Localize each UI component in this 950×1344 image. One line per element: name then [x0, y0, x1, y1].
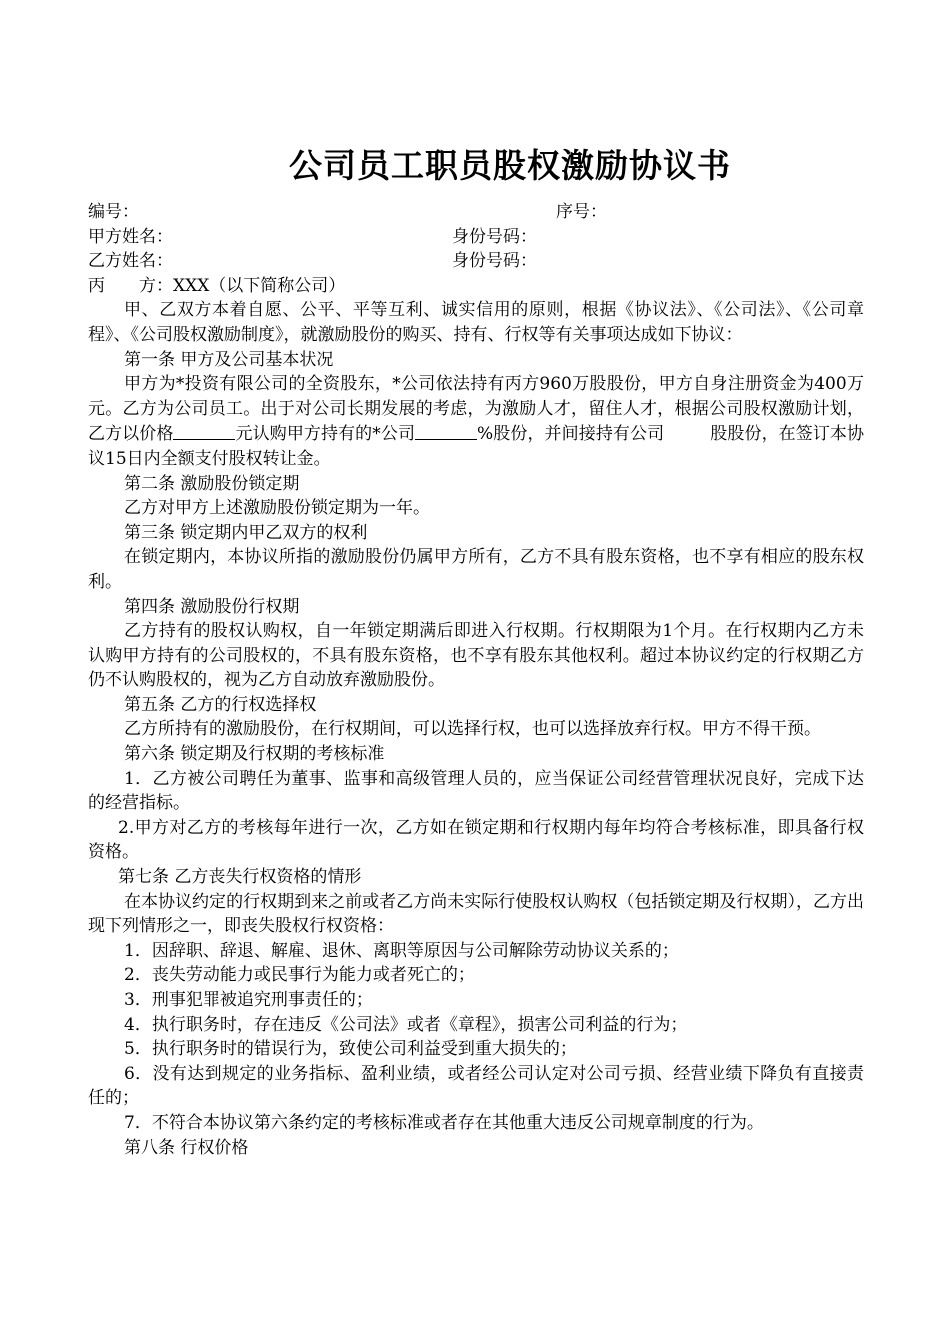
article-1-text-2: 元认购甲方持有的*公司 — [235, 424, 416, 445]
article-4-text: 乙方持有的股权认购权，自一年锁定期满后即进入行权期。行权期限为1个月。在行权期内乙方未认购甲方持有的公司股权的，不具有股东资格，也不享有股东其他权利。超过本协议约定的行权期乙方仍不认购股权的，视为乙方自动放弃激励股份。 — [88, 621, 864, 691]
article-7-item: 7．不符合本协议第六条约定的考核标准或者存在其他重大违反公司规章制度的行为。 — [124, 1112, 764, 1133]
article-4-heading: 第四条 激励股份行权期 — [124, 596, 300, 617]
article-7-item: 2．丧失劳动能力或民事行为能力或者死亡的； — [124, 965, 475, 986]
article-7-heading: 第七条 乙方丧失行权资格的情形 — [118, 867, 362, 888]
article-1-paragraph — [88, 372, 864, 471]
document-title: 公司员工职员股权激励协议书 — [289, 146, 731, 185]
article-7-text: 在本协议约定的行权期到来之前或者乙方尚未实际行使股权认购权（包括锁定期及行权期），乙方出现下列情形之一，即丧失股权行权资格： — [88, 891, 864, 937]
seq-label: 序号： — [556, 202, 607, 222]
article-5-heading: 第五条 乙方的行权选择权 — [124, 694, 317, 715]
article-6-heading: 第六条 锁定期及行权期的考核标准 — [124, 744, 385, 765]
article-2-heading: 第二条 激励股份锁定期 — [124, 473, 300, 494]
article-7-item: 3．刑事犯罪被追究刑事责任的； — [124, 990, 373, 1010]
article-8-heading: 第八条 行权价格 — [124, 1137, 249, 1158]
header-row-party-a — [88, 225, 864, 250]
article-6-item-1: 1．乙方被公司聘任为董事、监事和高级管理人员的，应当保证公司经营管理状况良好，完成下达的经营指标。 — [88, 768, 864, 814]
article-1-text-1: 甲方为*投资有限公司的全资股东，*公司依法持有丙方960万股股份，甲方自身注册资金为400万元。乙方为公司员工。出于对公司长期发展的考虑，为激励人才，留住人才，根据公司股权激励计划，乙方以价格 — [88, 374, 864, 445]
article-3-text: 在锁定期内，本协议所指的激励股份仍属甲方所有，乙方不具有股东资格，也不享有相应的股东权利。 — [88, 547, 864, 592]
article-7-item: 1．因辞职、辞退、解雇、退休、离职等原因与公司解除劳动协议关系的； — [124, 940, 679, 961]
document-body — [88, 200, 864, 1160]
article-6-item-2: 2.甲方对乙方的考核每年进行一次，乙方如在锁定期和行权期内每年均符合考核标准，即具备行权资格。 — [88, 817, 864, 863]
article-5-text: 乙方所持有的激励股份，在行权期间，可以选择行权，也可以选择放弃行权。甲方不得干预。 — [124, 719, 821, 740]
price-blank[interactable] — [173, 421, 235, 440]
article-7-item: 6．没有达到规定的业务指标、盈利业绩，或者经公司认定对公司亏损、经营业绩下降负有直接责任的； — [88, 1063, 864, 1109]
percent-blank[interactable] — [415, 421, 477, 440]
intro-paragraph: 甲、乙双方本着自愿、公平、平等互利、诚实信用的原则，根据《协议法》、《公司法》、《公司章程》、《公司股权激励制度》，就激励股份的购买、持有、行权等有关事项达成如下协议： — [88, 300, 864, 345]
article-2-text: 乙方对甲方上述激励股份锁定期为一年。 — [124, 498, 430, 519]
party-a-id-label: 身份号码： — [452, 226, 537, 247]
article-3-heading: 第三条 锁定期内甲乙双方的权利 — [124, 522, 368, 543]
number-label: 编号： — [88, 202, 139, 222]
header-row-party-b — [88, 249, 864, 274]
article-1-text-3: %股份，并间接持有公司 — [477, 424, 665, 445]
article-1-heading: 第一条 甲方及公司基本状况 — [124, 349, 334, 370]
party-b-id-label: 身份号码： — [452, 251, 537, 272]
header-row-number — [88, 200, 864, 225]
article-7-item: 5．执行职务时的错误行为，致使公司利益受到重大损失的； — [124, 1039, 577, 1060]
article-1-text-4: 股股份，在签订本协议15日内全额支付股权转让金。 — [88, 424, 865, 469]
header-row-party-c — [88, 274, 864, 299]
article-7-item: 4．执行职务时，存在违反《公司法》或者《章程》，损害公司利益的行为； — [124, 1014, 688, 1035]
party-a-label: 甲方姓名： — [88, 226, 173, 247]
party-c-label: 丙 方：XXX（以下简称公司） — [88, 275, 346, 296]
party-b-label: 乙方姓名： — [88, 251, 173, 272]
